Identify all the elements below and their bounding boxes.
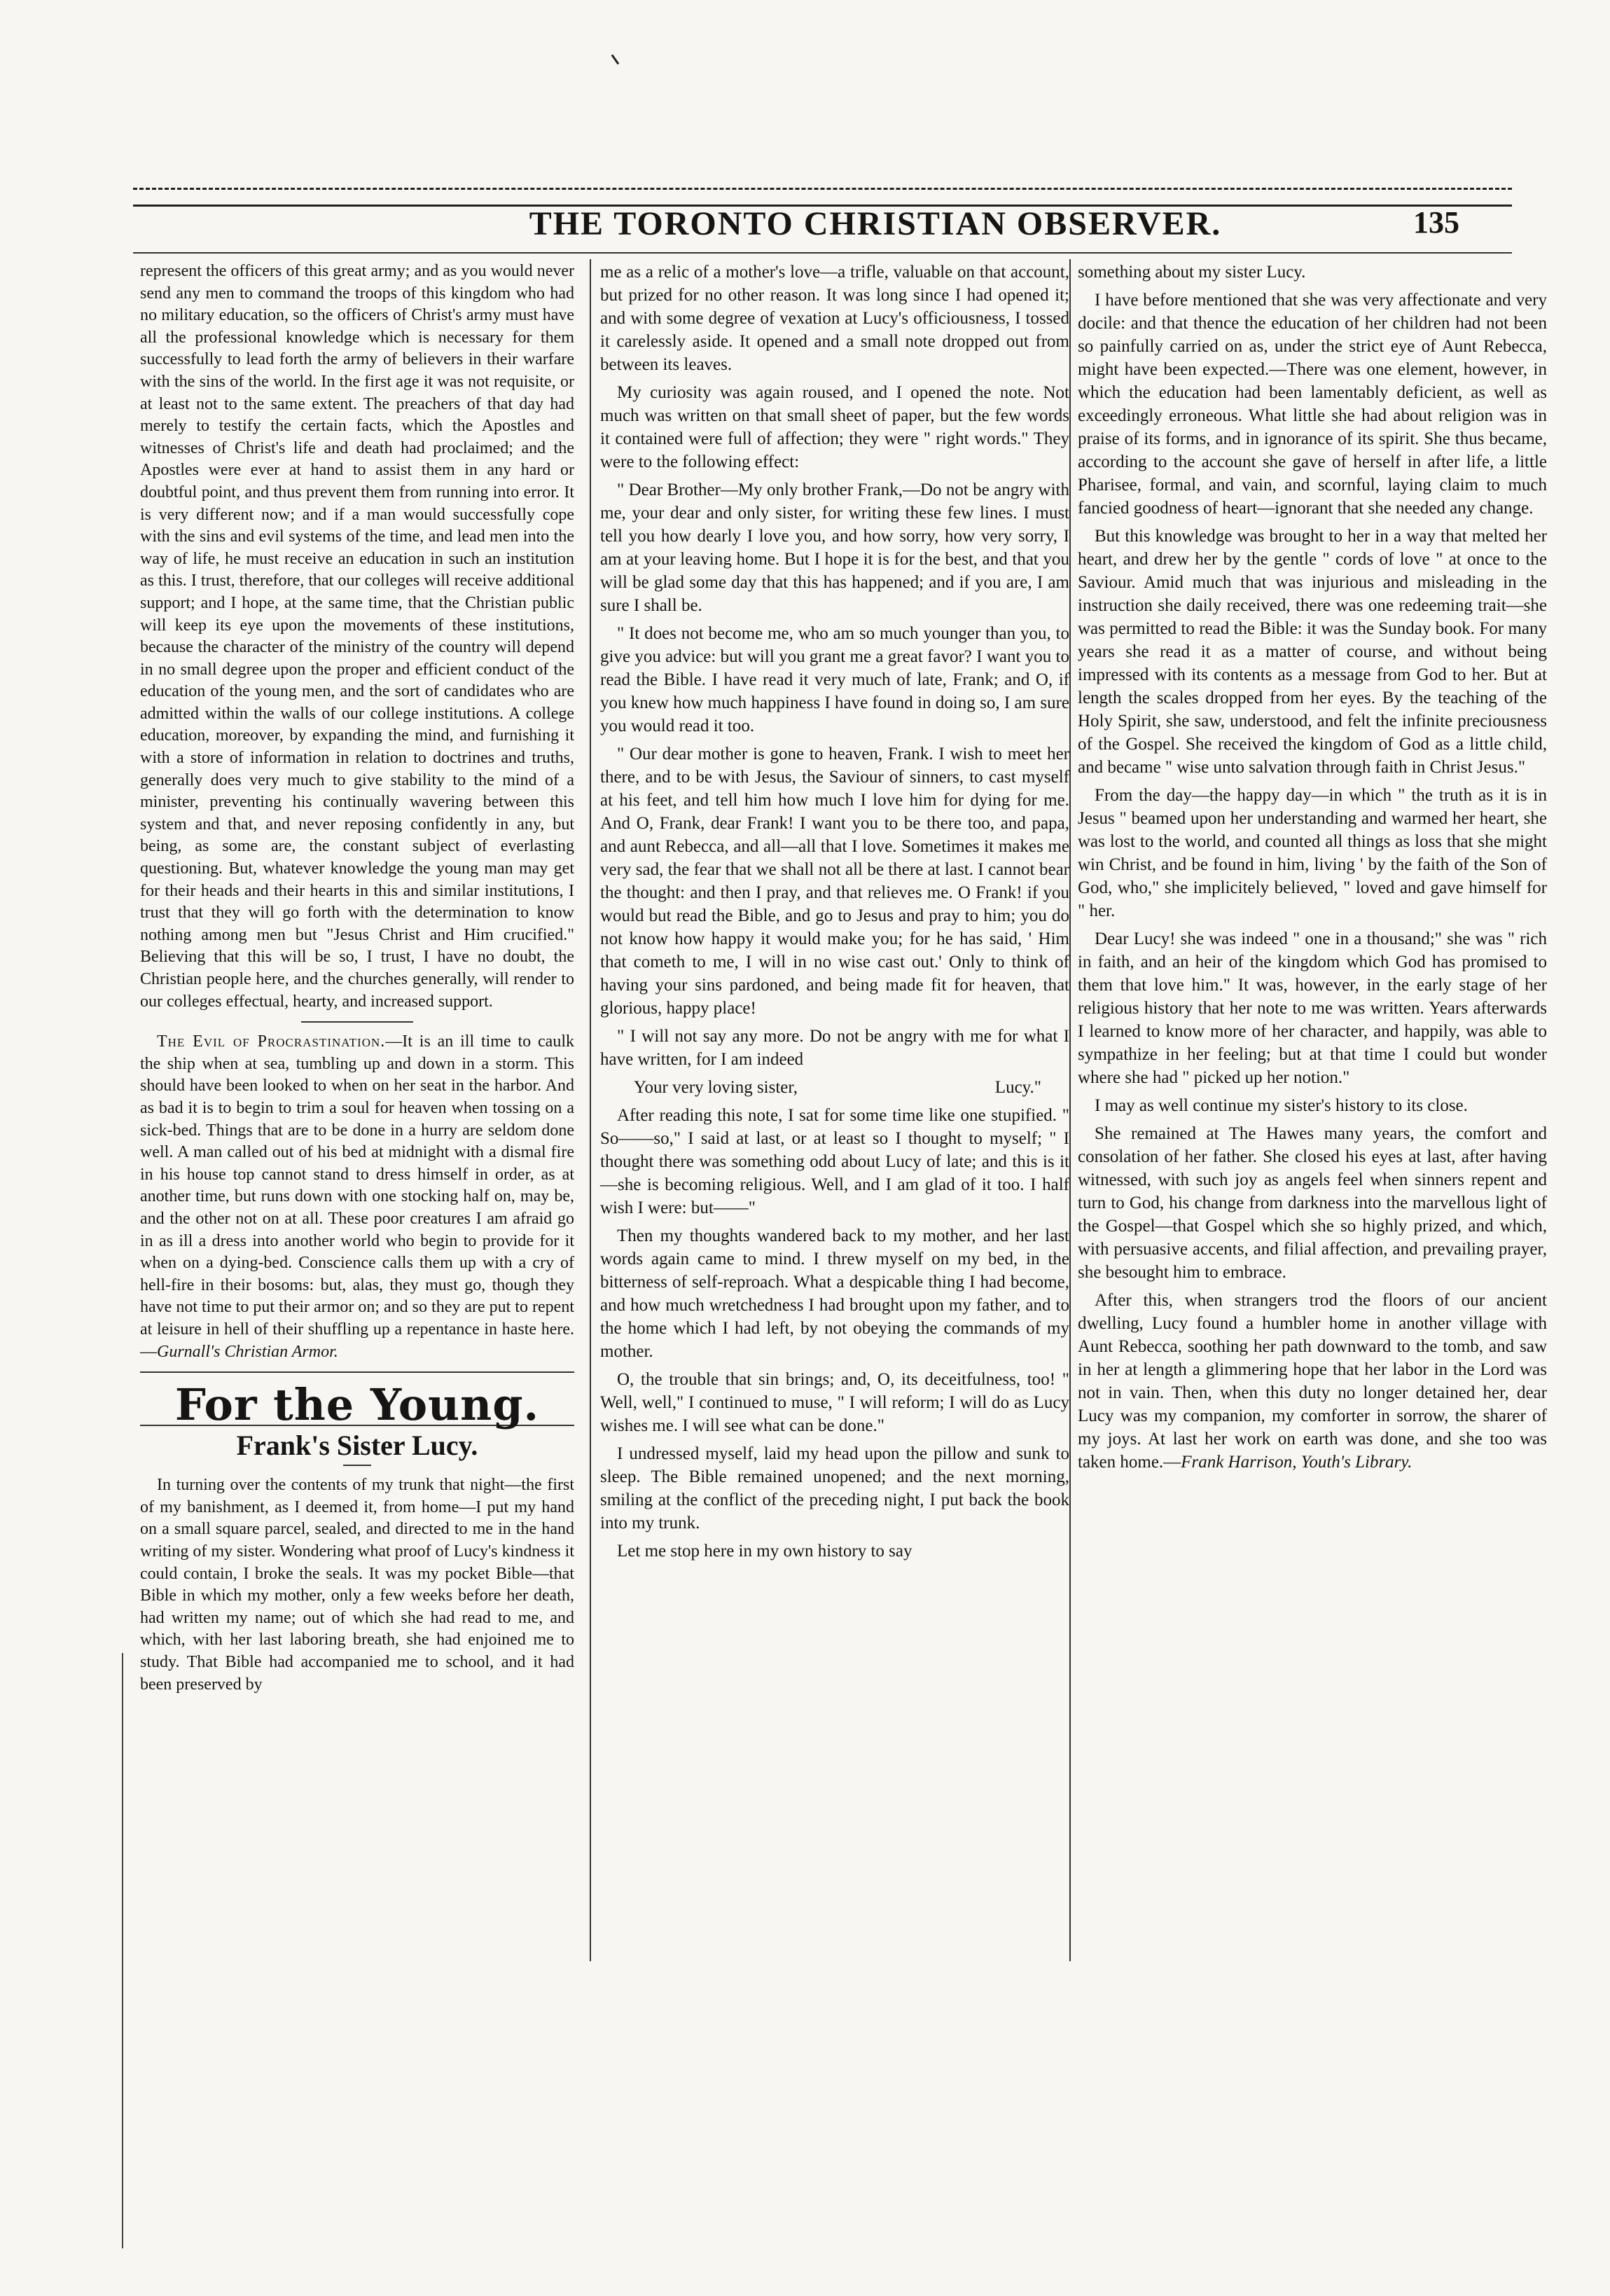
story-paragraph: After reading this note, I sat for some time like one stupified. " So——so," I said at last, or at least so I thought to myself; " I thought there was something odd about Lucy of late; and this is it—she is becoming religious. Well, and I am glad of it too. I half wish I were: but——"	[600, 1106, 1069, 1217]
masthead-title: THE TORONTO CHRISTIAN OBSERVER.	[529, 205, 1222, 242]
story-paragraph	[1078, 1289, 1547, 1474]
story-paragraph: Then my thoughts wandered back to my mother, and her last words again came to mind. I threw myself on my bed, in the bitterness of self-reproach. What a despicable thing I had become, and how much wretchedness I had brought upon my father, and to the home which I had left, by not obeying the commands of my mother.	[600, 1226, 1069, 1361]
page-number: 135	[1413, 205, 1459, 240]
procrastination-article	[140, 1031, 574, 1363]
story-paragraph: O, the trouble that sin brings; and, O, its deceitfulness, too! " Well, well," I continued to muse, " I will reform; I will do as Lucy wishes me. I will see what can be done."	[600, 1370, 1069, 1435]
story-paragraph: In turning over the contents of my trunk that night—the first of my banishment, as I deemed it, from home—I put my hand on a small square parcel, sealed, and directed to me in the hand writing of my sister. Wondering what proof of Lucy's kindness it could contain, I broke the seals. It was my pocket Bible—that Bible in which my mother, only a few weeks before her death, had written my name; out of which she had read to me, and which, with her last laboring breath, she had enjoined me to study. That Bible had accompanied me to school, and it had been preserved by	[140, 1476, 574, 1694]
stray-mark	[611, 50, 625, 65]
story-paragraph: something about my sister Lucy.	[1078, 263, 1306, 282]
story-title: Frank's Sister Lucy.	[236, 1429, 478, 1461]
story-title-dash	[343, 1465, 371, 1466]
column-3	[1078, 261, 1547, 1479]
letter-paragraph: " Dear Brother—My only brother Frank,—Do not be angry with me, your dear and only sister, for writing these few lines. I must tell you how dearly I love you, and how sorry, how very sorry, I am at your leaving home. But I hope it is for the best, and that you will be glad some day that this has happened; and if you are, I am sure I shall be.	[600, 480, 1069, 615]
story-paragraph: Dear Lucy! she was indeed " one in a thousand;" she was " rich in faith, and an heir of the kingdom which God has promised to them that love him." It was, however, in the early stage of her religious history that her note to me was written. Years afterwards I learned to know more of her character, and happily, was able to sympathize in her feeling; but at that time I could but wonder where she had " picked up her notion."	[1078, 929, 1547, 1087]
letter-paragraph: " It does not become me, who am so much younger than you, to give you advice: but will you grant me a great favor? I want you to read the Bible. I have read it very much of late, Frank; and O, if you knew how much happiness I have found in doing so, I am sure you would read it too.	[600, 624, 1069, 735]
college-article-text: represent the officers of this great army; and as you would never send any men to command the troops of this kingdom who had no military education, so the officers of Christ's army must have all the professional knowledge which is necessary for them successfully to lead forth the army of believers in their warfare with the sins of the world. In the first age it was not requisite, or at least not to the same extent. The preachers of that day had merely to testify the certain facts, which the Apostles and witnesses of Christ's life and death had proclaimed; and the Apostles were ever at hand to assist them in any hard or doubtful point, and thus prevent them from running into error. It is very different now; and if a man would successfully cope with the sins and evil systems of the time, and lead men into the way of life, he must receive an education in such an institution as this. I trust, therefore, that our colleges will receive additional support; and I hope, at the same time, that the Christian public will keep its eye upon the movements of these institutions, because the character of the ministry of the country will depend in no small degree upon the proper and efficient conduct of the education of the young men, and the sort of candidates who are admitted within the walls of our college institutions. A college education, moreover, by expanding the mind, and furnishing it with a store of information in relation to doctrines and truths, generally does very much to give stability to the mind of a minister, preventing his continually wavering between this system and that, and never reposing confidently in any, but being, as some are, the constant subject of everlasting questioning. But, whatever knowledge the young man may get for their heads and their hearts in this and similar institutions, I trust that they will go forth with the determination to know nothing among men but "Jesus Christ and Him crucified." Believing that this will be so, I trust, I have no doubt, the Christian people here, and the churches generally, will render to our colleges effectual, hearty, and increased support.	[140, 262, 574, 1011]
header-dashed-rule	[133, 188, 1512, 190]
story-paragraph: But this knowledge was brought to her in a way that melted her heart, and drew her by the gentle " cords of love " at once to the Saviour. Amid much that was injurious and misleading in the instruction she daily received, there was one redeeming trait—she was permitted to read the Bible: it was the Sunday book. For many years she read it as a matter of course, and without being impressed with its contents as a message from God to her. But at length the scales dropped from her eyes. By the teaching of the Holy Spirit, she saw, understood, and felt the infinite preciousness of the Gospel. She received the kingdom of God as a little child, and became " wise unto salvation through faith in Christ Jesus."	[1078, 527, 1547, 777]
masthead-underline	[133, 252, 1512, 254]
story-final-text: After this, when strangers trod the floors of our ancient dwelling, Lucy found a humbler home in another village with Aunt Rebecca, soothing her path downward to the tomb, and saw in her at length a glimmering hope that her labor in the Lord was not in vain. Then, when this duty no longer detained her, dear Lucy was my companion, my comforter in sorrow, the sharer of my joys. At last her work on earth was done, and she too was taken home.—	[1078, 1291, 1547, 1472]
page-edge-line	[122, 1653, 123, 2248]
procrastination-heading: The Evil of Procrastination.	[157, 1032, 386, 1051]
letter-paragraph: " Our dear mother is gone to heaven, Frank. I wish to meet her there, and to be with Jesus, the Saviour of sinners, to cast myself at his feet, and tell him how much I love him for dying for me. And O, Frank, dear Frank! I want you to be there too, and papa, and aunt Rebecca, and all—all that I love. Sometimes it makes me very sad, the fear that we shall not all be there at last. I cannot bear the thought: and then I pray, and that relieves me. O Frank! if you would but read the Bible, and go to Jesus and pray to him; you do not know how happy it would make you; for he has said, ' Him that cometh to me, I will in no wise cast out.' Only to think of having your sins pardoned, and being made fit for heaven, that glorious, happy place!	[600, 745, 1069, 1018]
article-divider	[301, 1021, 413, 1023]
story-source: Frank Harrison, Youth's Library.	[1181, 1453, 1413, 1472]
story-paragraph: I have before mentioned that she was very affectionate and very docile: and that thence the education of her children had not been so painfully carried on as, under the strict eye of Aunt Rebecca, might have been expected.—There was one element, however, in which the education had been lamentably deficient, as well as exceedingly erroneous. What little she had about religion was in praise of its forms, and in ignorance of its spirit. She thus became, according to the account she gave of herself in after life, a little Pharisee, formal, and vain, and scornful, laying claim to much fancied goodness of heart—ignorant that she needed any change.	[1078, 291, 1547, 518]
story-paragraph: She remained at The Hawes many years, the comfort and consolation of her father. She closed his eyes at last, after having witnessed, with such joy as angels feel when sinners repent and turn to God, his change from darkness into the marvellous light of the Gospel—that Gospel which she so highly prized, and which, with persuasive accents, and filial affection, and prevailing prayer, she besought him to embrace.	[1078, 1124, 1547, 1282]
letter-paragraph: " I will not say any more. Do not be angry with me for what I have written, for I am indeed	[600, 1027, 1069, 1069]
column-2	[600, 261, 1069, 1568]
story-paragraph: Let me stop here in my own history to say	[617, 1542, 912, 1561]
story-paragraph: I may as well continue my sister's history to its close.	[1095, 1096, 1468, 1115]
column-rule-1	[590, 259, 591, 1961]
story-paragraph: I undressed myself, laid my head upon the pillow and sunk to sleep. The Bible remained unopened; and the next morning, smiling at the conflict of the preceding night, I put back the book into my trunk.	[600, 1444, 1069, 1533]
procrastination-text: —It is an ill time to caulk the ship when at sea, tumbling up and down in a storm. This should have been looked to when on her seat in the harbor. And as bad it is to begin to trim a soul for heaven when tossing on a sick-bed. Things that are to be done in a hurry are seldom done well. A man called out of his bed at midnight with a dismal fire in his house top cannot stand to dress himself in order, as at another time, but runs down with one stocking half on, may be, and the other not on at all. These poor creatures I am afraid go in as ill a dress into another world who begin to provide for it when on a dying-bed. Conscience calls them up with a cry of hell-fire in their bosoms: but, alas, they must go, though they have not time to put their armor on; and so they are put to repent at leisure in hell of their shuffling up a repentance in haste here.—	[140, 1032, 574, 1361]
story-paragraph: My curiosity was again roused, and I opened the note. Not much was written on that small sheet of paper, but the few words it contained were full of affection; they were " right words." They were to the following effect:	[600, 383, 1069, 471]
story-paragraph: From the day—the happy day—in which " the truth as it is in Jesus " beamed upon her understanding and warmed her heart, she was lost to the world, and counted all things as loss that she might win Christ, and be found in him, living ' by the faith of the Son of God, who," she implicitely believed, " loved and gave himself for " her.	[1078, 786, 1547, 920]
section-rule-top	[140, 1371, 574, 1373]
column-rule-2	[1069, 259, 1071, 1961]
signature-closing: Your very loving sister,	[634, 1078, 798, 1097]
signature-name: Lucy."	[994, 1078, 1041, 1097]
story-paragraph: me as a relic of a mother's love—a trifle, valuable on that account, but prized for no other reason. It was long since I had opened it; and with some degree of vexation at Lucy's officiousness, I tossed it carelessly aside. It opened and a small note dropped out from between its leaves.	[600, 263, 1069, 374]
column-1	[140, 261, 574, 1701]
procrastination-source: Gurnall's Christian Armor.	[157, 1342, 338, 1361]
letter-signature	[600, 1076, 1069, 1099]
section-title: For the Young.	[174, 1379, 540, 1431]
